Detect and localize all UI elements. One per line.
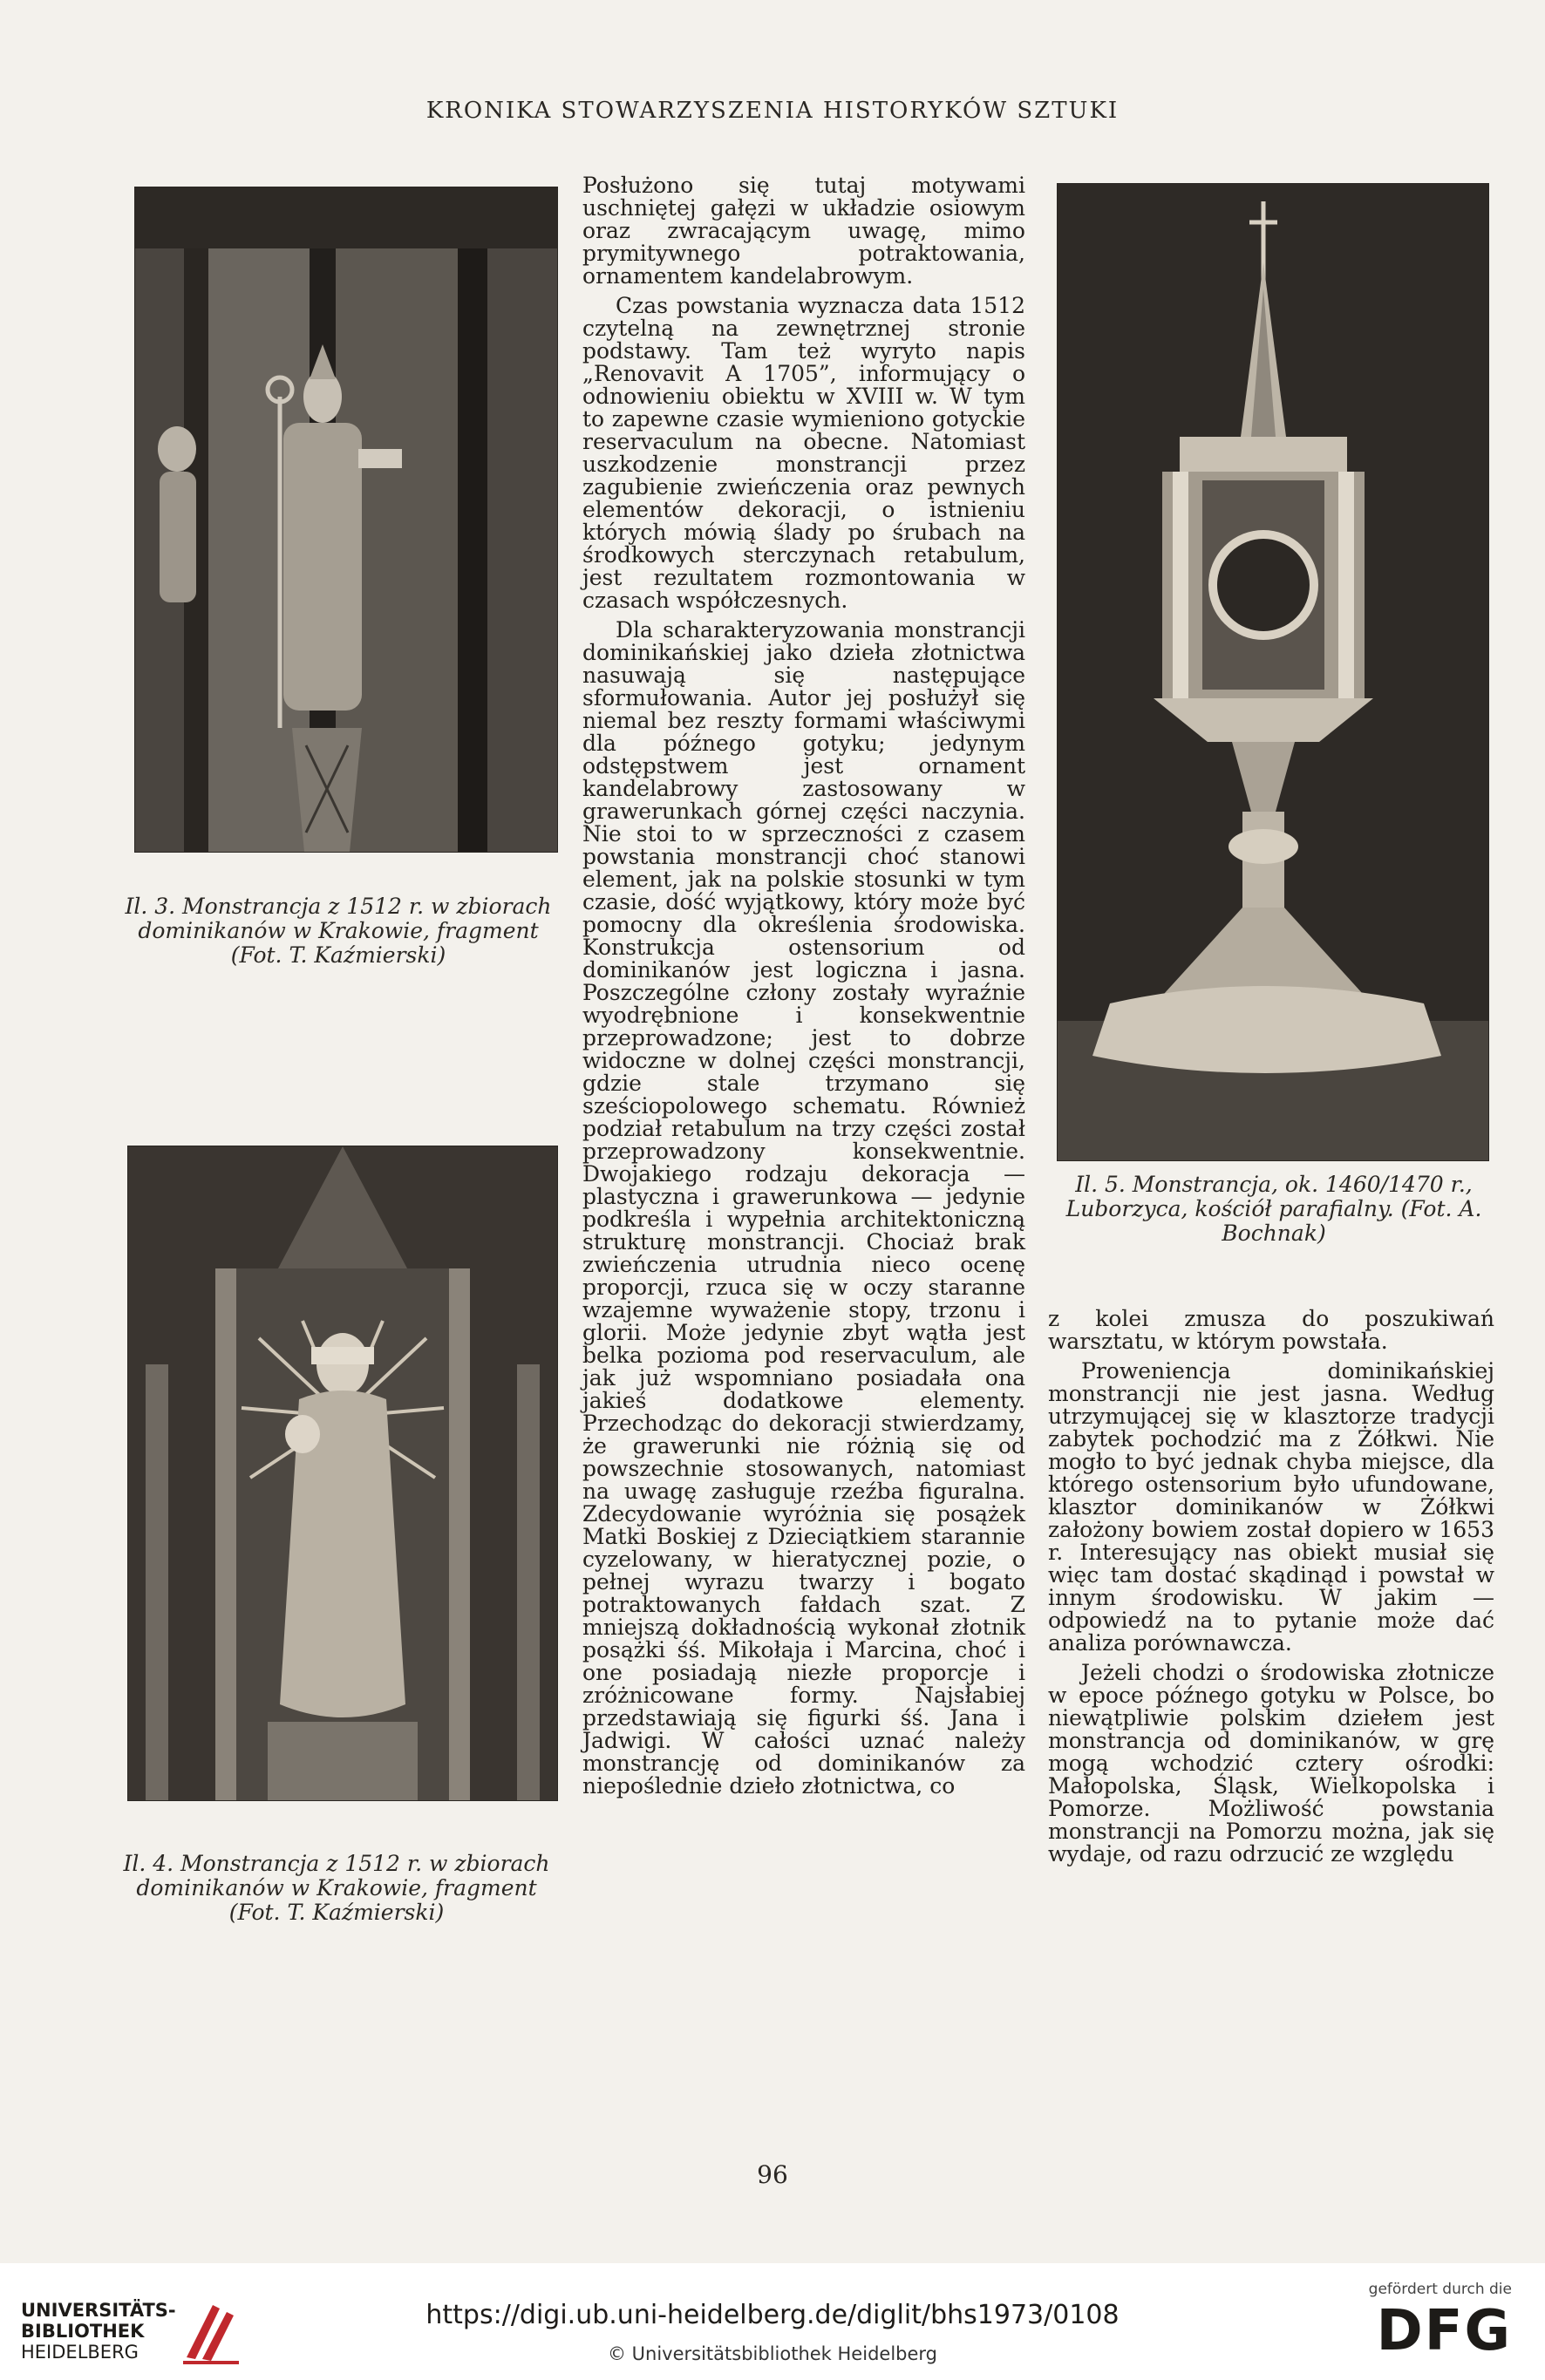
right-column-text [1048,1308,1494,1866]
library-name-line: UNIVERSITÄTS- [21,2300,176,2321]
figure-il5-photo [1057,183,1489,1161]
figure-il5-caption: Il. 5. Monstrancja, ok. 1460/1470 r., Luborzyca, kościół parafialny. (Fot. A. Bochnak) [1065,1172,1482,1246]
middle-column-text [582,174,1025,1798]
paragraph: Posłużono się tutaj motywami uschniętej gałęzi w układzie osiowym oraz zwracającym uwagę, mimo prymitywnego potraktowania, ornamentem kandelabrowym. [582,173,1025,289]
copyright-notice: © Universitätsbibliothek Heidelberg [607,2343,937,2364]
figure-il4-photo [127,1146,558,1801]
monstrance-fragment-image [135,187,557,852]
monstrance-luborzyca-image [1058,184,1488,1160]
figure-il3-photo [134,187,558,853]
document-url[interactable] [0,2300,1545,2330]
running-head: KRONIKA STOWARZYSZENIA HISTORYKÓW SZTUKI [425,98,1120,124]
library-name-line: HEIDELBERG [21,2342,139,2363]
paragraph: Czas powstania wyznacza data 1512 czytelną na zewnętrznej stronie podstawy. Tam też wyryto napis „Renovavit A 1705”, informujący o odnowieniu obiektu w XVIII w. W tym to zapewne czasie wymieniono gotyckie reservaculum na obecne. Natomiast uszkodzenie monstrancji przez zagubienie zwieńczenia oraz pewnych elementów dekoracji, o istnieniu których mówią ślady po śrubach na środkowych sterczynach retabulum, jest rezultatem rozmontowania w czasach współczesnych. [582,293,1025,613]
paragraph: Proweniencja dominikańskiej monstrancji nie jest jasna. Według utrzymującej się w klasztorze tradycji zabytek pochodzić ma z Żółkwi. Nie mogło to być jednak chyba miejsce, dla którego ostensorium było ufundowane, klasztor dominikanów w Żółkwi założony bowiem został dopiero w 1653 r. Interesujący nas obiekt musiał się więc tam dostać skądinąd i powstał w innym środowisku. W jakim — odpowiedź na to pytanie może dać analiza porównawcza. [1048,1358,1494,1656]
library-name-line: BIBLIOTHEK [21,2321,145,2342]
paragraph: Jeżeli chodzi o środowiska złotnicze w epoce późnego gotyku w Polsce, bo niewątpliwie polskim dziełem jest monstrancja od dominikanów, w grę mogą wchodzić cztery ośrodki: Małopolska, Śląsk, Wielkopolska i Pomorze. Możliwość powstania monstrancji na Pomorzu można, jak się wydaje, od razu odrzucić ze względu [1048,1660,1494,1867]
sponsor-block [1329,2281,1512,2363]
figure-il4-caption: Il. 4. Monstrancja z 1512 r. w zbiorach dominikanów w Krakowie, fragment (Fot. T. Kaźmierski) [123,1851,550,1925]
paragraph: z kolei zmusza do poszukiwań warsztatu, w którym powstała. [1048,1306,1494,1354]
page-number: 96 [757,2160,788,2189]
sponsor-note: gefördert durch die [1368,2281,1512,2298]
dfg-logo: DFG [1376,2299,1512,2363]
figure-il3-caption: Il. 3. Monstrancja z 1512 r. w zbiorach dominikanów w Krakowie, fragment (Fot. T. Kaźmierski) [125,894,552,968]
document-url-link[interactable]: https://digi.ub.uni-heidelberg.de/diglit/bhs1973/0108 [425,2300,1120,2330]
madonna-statuette-image [128,1146,557,1800]
paragraph: Dla scharakteryzowania monstrancji dominikańskiej jako dzieła złotnictwa nasuwają się następujące sformułowania. Autor jej posłużył się niemal bez reszty formami właściwymi dla późnego gotyku; jedynym odstępstwem jest ornament kandelabrowy zastosowany w grawerunkach górnej części naczynia. Nie stoi to w sprzeczności z czasem powstania monstrancji choć stanowi element, jak na polskie stosunki w tym czasie, dość wyjątkowy, który może być pomocny dla określenia środowiska. Konstrukcja ostensorium od dominikanów jest logiczna i jasna. Poszczególne człony zostały wyraźnie wyodrębnione i konsekwentnie przeprowadzone; jest to dobrze widoczne w dolnej części monstrancji, gdzie stale trzymano się sześciopolowego schematu. Również podział retabulum na trzy części został przeprowadzony konsekwentnie. Dwojakiego rodzaju dekoracja — plastyczna i grawerunkowa — jedynie podkreśla i wypełnia architektoniczną strukturę monstrancji. Chociaż brak zwieńczenia utrudnia nieco ocenę proporcji, rzuca się w oczy staranne wzajemne wyważenie stopy, trzonu i glorii. Może jedynie zbyt wątła jest belka pozioma pod reservaculum, ale jak już wspomniano posiadała ona jakieś dodatkowe elementy. Przechodząc do dekoracji stwierdzamy, że grawerunki nie różnią się od powszechnie stosowanych, natomiast na uwagę zasługuje rzeźba figuralna. Zdecydowanie wyróżnia się posążek Matki Boskiej z Dzieciątkiem starannie cyzelowany, w hieratycznej pozie, o pełnej wyrazu twarzy i bogato potraktowanych fałdach szat. Z mniejszą dokładnością wykonał złotnik posążki śś. Mikołaja i Marcina, choć i one posiadają niezłe proporcje i zróżnicowane formy. Najsłabiej przedstawiają się figurki śś. Jana i Jadwigi. W całości uznać należy monstrancję od dominikanów za niepoślednie dzieło złotnictwa, co [582,617,1025,1799]
footer-bar [0,2263,1545,2380]
